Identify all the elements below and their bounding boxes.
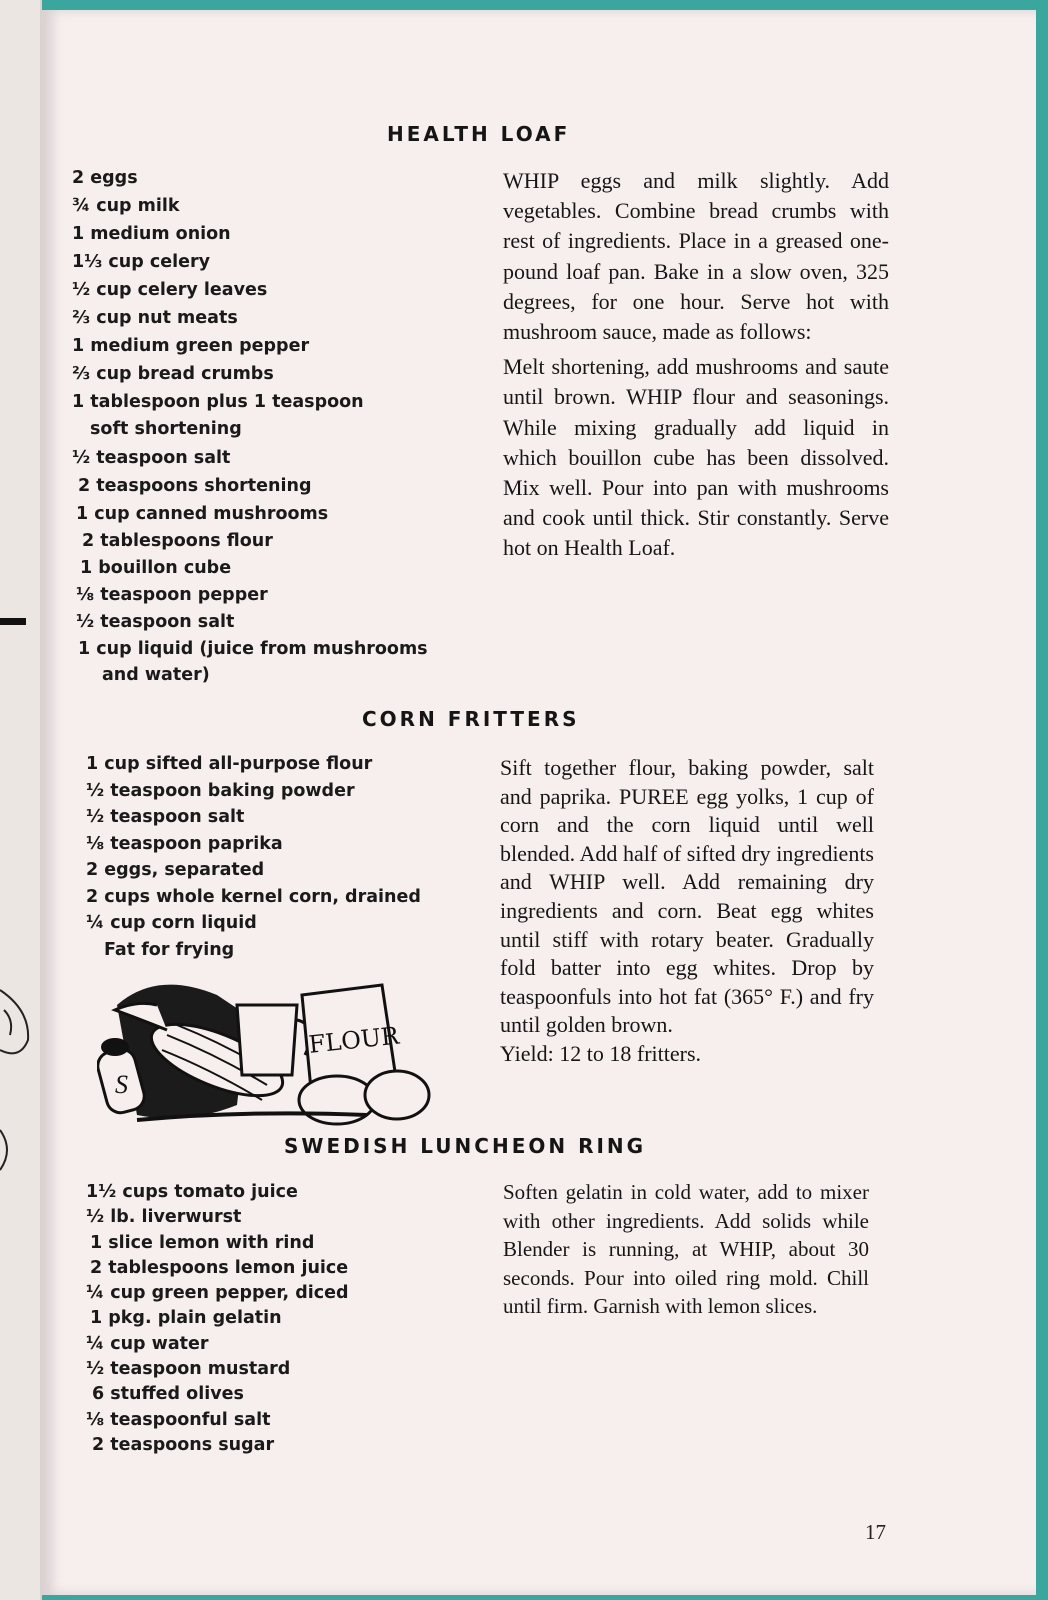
ingredient: 1½ cups tomato juice: [86, 1182, 298, 1202]
swedish-luncheon-ring-ingredients: [86, 1182, 349, 1460]
ingredient: ¼ cup corn liquid: [86, 913, 257, 933]
corn-fritters-ingredients: [86, 754, 421, 966]
health-loaf-title: HEALTH LOAF: [387, 122, 571, 146]
measuring-cup-icon: [237, 1005, 310, 1075]
ingredient: ¼ cup water: [86, 1333, 209, 1354]
ingredient: 2 teaspoons shortening: [78, 476, 312, 496]
instruction-paragraph: Soften gelatin in cold water, add to mixer with other ingredients. Add solids while Blender is running, at WHIP, about 30 seconds. Pour into oiled ring mold. Chill until firm. Garnish with lemon slices.: [503, 1180, 869, 1318]
swedish-luncheon-ring-title: SWEDISH LUNCHEON RING: [284, 1134, 647, 1158]
ingredient: 2 cups whole kernel corn, drained: [86, 886, 421, 907]
ingredient: ½ lb. liverwurst: [86, 1207, 242, 1228]
health-loaf-ingredients: [72, 168, 428, 691]
ingredient: ½ cup celery leaves: [72, 280, 268, 300]
ingredient: 2 eggs: [72, 168, 138, 188]
facing-page-illustration: [0, 980, 40, 1180]
instruction-paragraph: Sift together flour, baking powder, salt and paprika. PUREE egg yolks, 1 cup of corn and the corn liquid until well blended. Add half of sifted dry ingredients and WHIP well. Add remaining dry ingredients and corn. Beat egg whites until stiff with rotary beater. Gradually fold batter into egg whites. Drop by teaspoonfuls into hot fat (365° F.) and fry until golden brown.: [500, 755, 874, 1038]
ingredient: ½ teaspoon mustard: [86, 1359, 291, 1380]
ingredient: ½ teaspoon salt: [72, 448, 231, 468]
ingredient: ⅛ teaspoon pepper: [76, 585, 268, 605]
flour-label: FLOUR: [307, 1021, 401, 1059]
ingredient: ⅛ teaspoon paprika: [86, 833, 283, 854]
facing-page-edge: [0, 0, 42, 1600]
ingredient: ½ teaspoon salt: [86, 807, 245, 827]
ingredient: 2 teaspoons sugar: [92, 1434, 275, 1455]
yield-text: Yield: 12 to 18 fritters.: [500, 1040, 702, 1066]
ingredient: 1⅓ cup celery: [72, 252, 210, 272]
ingredient: ⅔ cup nut meats: [72, 308, 238, 328]
ingredient: 6 stuffed olives: [92, 1384, 244, 1405]
ingredient: ¾ cup milk: [72, 196, 180, 216]
swedish-luncheon-ring-instructions: [503, 1178, 869, 1321]
cookbook-page: [42, 10, 1036, 1595]
ingredient: 1 cup canned mushrooms: [76, 504, 329, 524]
ingredient: ½ teaspoon baking powder: [86, 780, 355, 801]
instruction-paragraph: WHIP eggs and milk slightly. Add vegetables. Combine bread crumbs with rest of ingredients. Place in a greased one-pound loaf pan. Bake in a slow oven, 325 degrees, for one hour. Serve hot with mushroom sauce, made as follows:: [503, 168, 889, 345]
ingredient: Fat for frying: [104, 939, 235, 960]
corn-fritters-instructions: [500, 754, 874, 1069]
ingredient: 1 bouillon cube: [80, 558, 232, 578]
ingredient: 1 medium green pepper: [72, 336, 310, 356]
ingredient: ⅔ cup bread crumbs: [72, 364, 274, 384]
ingredient: ⅛ teaspoonful salt: [86, 1409, 271, 1430]
ingredient: 2 tablespoons lemon juice: [90, 1257, 349, 1278]
ingredient: and water): [102, 665, 210, 685]
ingredient: 1 medium onion: [72, 224, 231, 244]
ingredient: 2 tablespoons flour: [82, 531, 273, 551]
ingredient: ½ teaspoon salt: [76, 612, 235, 632]
bookmark-tab: [0, 618, 26, 625]
corn-fritters-title: CORN FRITTERS: [362, 707, 580, 731]
ingredient: 1 cup liquid (juice from mushrooms: [78, 639, 428, 659]
ingredient: 1 tablespoon plus 1 teaspoon: [72, 392, 364, 412]
instruction-paragraph: Melt shortening, add mushrooms and saute until brown. WHIP flour and seasonings. While mixing gradually add liquid in which bouillon cube has been dissolved. Mix well. Pour into pan with mushrooms and cook until thick. Stir constantly. Serve hot on Health Loaf.: [503, 354, 889, 561]
health-loaf-instructions: [503, 166, 889, 564]
shaker-label: S: [115, 1070, 128, 1099]
page-number: 17: [865, 1520, 886, 1544]
ingredient: 1 pkg. plain gelatin: [90, 1308, 282, 1329]
ingredient: soft shortening: [90, 419, 242, 439]
ingredient: 1 slice lemon with rind: [90, 1232, 315, 1253]
fritters-illustration: [97, 975, 437, 1130]
ingredient: 2 eggs, separated: [86, 860, 265, 880]
ingredient: ¼ cup green pepper, diced: [86, 1283, 349, 1304]
ingredient: 1 cup sifted all-purpose flour: [86, 754, 373, 774]
